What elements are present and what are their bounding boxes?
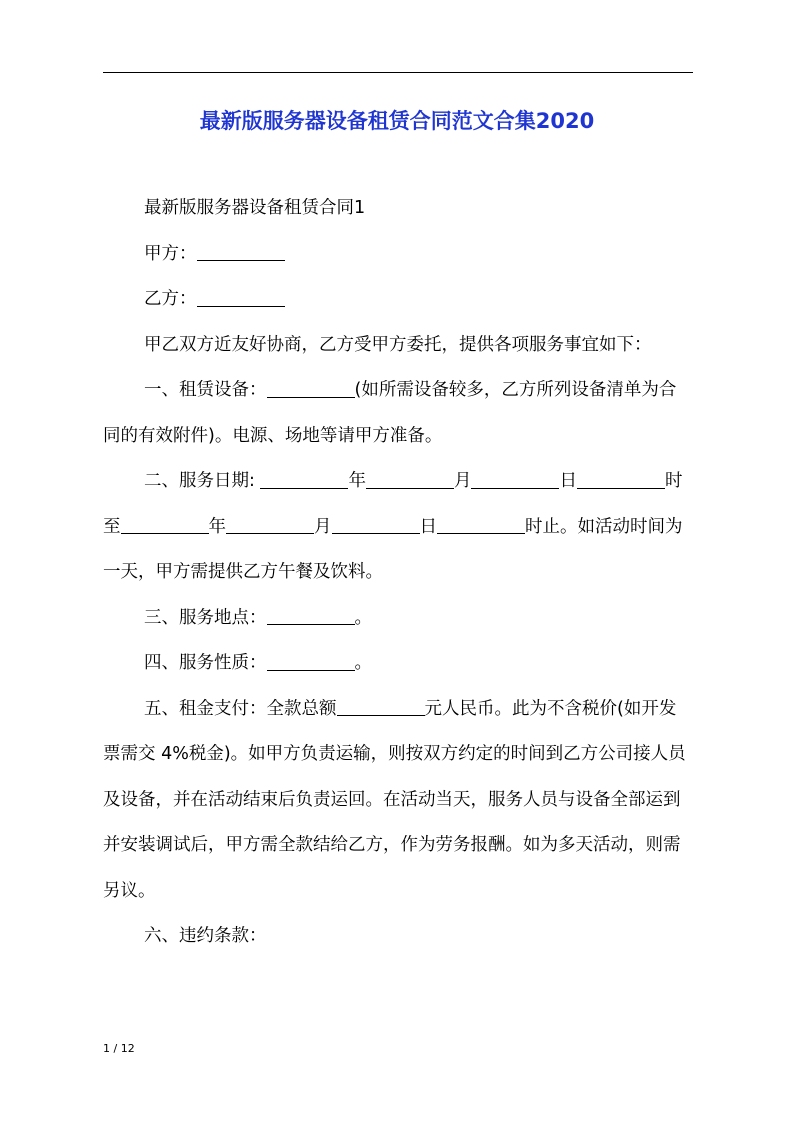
document-title: 最新版服务器设备租赁合同范文合集2020 xyxy=(199,109,595,133)
contract-body xyxy=(103,186,693,960)
total-amount-blank xyxy=(337,696,425,716)
clause-3-period: 。 xyxy=(354,607,372,628)
party-b-line xyxy=(103,277,693,323)
start-day-blank xyxy=(471,468,559,488)
clause-4-label: 四、服务性质： xyxy=(144,653,267,673)
equipment-blank xyxy=(267,377,355,397)
header-rule xyxy=(103,72,693,73)
clause-2 xyxy=(103,459,693,596)
party-b-blank xyxy=(197,286,285,306)
clause-5-label: 五、租金支付：全款总额 xyxy=(144,698,337,719)
start-month-blank xyxy=(366,468,454,488)
unit-hour-to: 时至 xyxy=(103,471,683,537)
page-number: 1 / 12 xyxy=(103,1042,135,1055)
start-hour-blank xyxy=(577,468,665,488)
clause-3 xyxy=(103,596,693,642)
unit-year: 年 xyxy=(208,516,226,537)
clause-5-text: 元人民币。此为不含税价(如开发票需交 4%税金)。如甲方负责运输，则按双方约定的时间到乙方公司接人员及设备，并在活动结束后负责运回。在活动当天，服务人员与设备全部运到并安装调试后，甲方需全款结给乙方，作为劳务报酬。如为多天活动，则需另议。 xyxy=(103,698,686,901)
unit-hour-end: 时止。 xyxy=(525,516,578,537)
unit-year: 年 xyxy=(348,471,366,491)
end-day-blank xyxy=(332,514,420,534)
unit-day: 日 xyxy=(559,471,577,491)
unit-month: 月 xyxy=(453,471,472,491)
clause-5 xyxy=(103,687,693,915)
party-b-label: 乙方： xyxy=(144,289,197,309)
party-a-label: 甲方： xyxy=(144,243,197,264)
service-nature-blank xyxy=(267,650,355,670)
end-year-blank xyxy=(121,514,209,534)
clause-1 xyxy=(103,368,693,459)
party-a-line xyxy=(103,232,693,278)
location-blank xyxy=(267,605,355,625)
clause-3-label: 三、服务地点： xyxy=(144,607,267,628)
contract-heading: 最新版服务器设备租赁合同1 xyxy=(144,198,366,218)
party-a-blank xyxy=(197,241,285,261)
end-month-blank xyxy=(226,514,314,534)
end-hour-blank xyxy=(437,514,525,534)
clause-6: 六、违约条款： xyxy=(144,926,267,946)
clause-4-period: 。 xyxy=(354,653,372,673)
clause-1-text: (如所需设备较多，乙方所列设备清单为合同的有效附件)。电源、场地等请甲方准备。 xyxy=(103,380,677,446)
clause-1-label: 一、租赁设备： xyxy=(144,380,267,400)
clause-2-label: 二、服务日期: xyxy=(144,471,255,491)
clause-4 xyxy=(103,641,693,687)
start-year-blank xyxy=(260,468,348,488)
intro-paragraph: 甲乙双方近友好协商，乙方受甲方委托，提供各项服务事宜如下： xyxy=(144,334,652,355)
unit-month: 月 xyxy=(314,516,332,537)
clause-2-text: 如活动时间为一天，甲方需提供乙方午餐及饮料。 xyxy=(103,516,683,582)
unit-day: 日 xyxy=(419,516,437,537)
